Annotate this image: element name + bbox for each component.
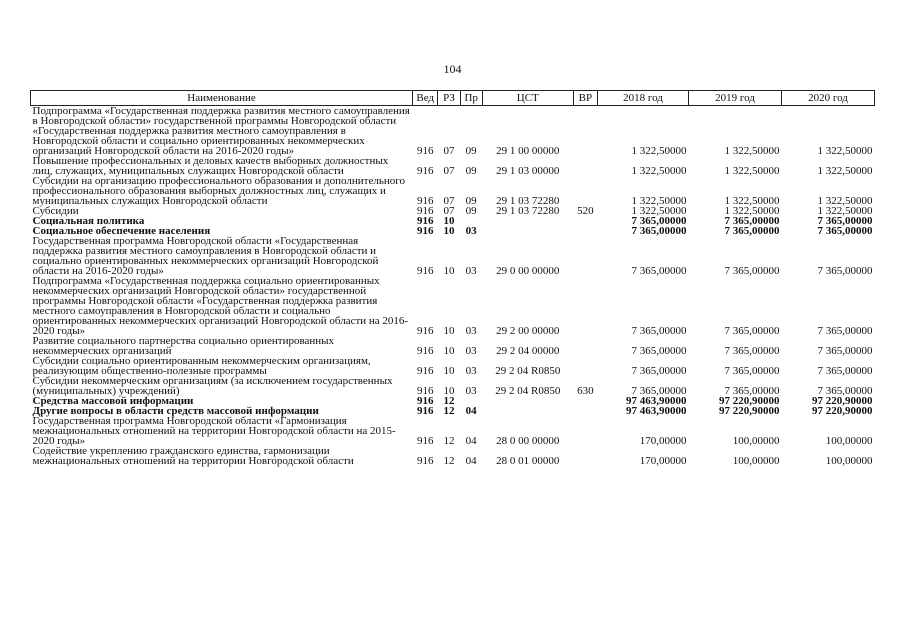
cell-2020: 7 365,00000 <box>817 225 873 237</box>
cell-ved: 916 <box>416 405 434 417</box>
cell-2020: 7 365,00000 <box>817 215 873 227</box>
cell-ved: 916 <box>416 395 434 407</box>
cell-cst: 29 1 03 72280 <box>496 205 560 217</box>
cell-name: Содействие укреплению гражданского единства, гармонизации межнациональных отношений на территории Новгородской области <box>32 445 354 467</box>
table-row <box>31 176 875 206</box>
cell-2019: 7 365,00000 <box>724 385 780 397</box>
cell-2019: 100,00000 <box>732 455 780 467</box>
cell-2018: 7 365,00000 <box>631 215 687 227</box>
cell-2018: 1 322,50000 <box>631 145 687 157</box>
cell-2020: 1 322,50000 <box>817 165 873 177</box>
table-row <box>31 416 875 446</box>
cell-name: Государственная программа Новгородской области «Гармонизация межнациональных отношений на территории Новгородской области на 2015-2020 годы» <box>32 415 396 447</box>
cell-cst: 29 1 03 72280 <box>496 195 560 207</box>
cell-2020: 100,00000 <box>825 435 873 447</box>
page-number: 104 <box>443 62 462 76</box>
cell-2020: 97 220,90000 <box>812 395 873 407</box>
cell-ved: 916 <box>416 165 434 177</box>
cell-ved: 916 <box>416 455 434 467</box>
cell-cst: 29 2 00 00000 <box>496 325 560 337</box>
header-name: Наименование <box>31 91 413 106</box>
cell-2018: 1 322,50000 <box>631 165 687 177</box>
cell-2018: 1 322,50000 <box>631 195 687 207</box>
cell-2019: 97 220,90000 <box>718 395 780 407</box>
cell-2018: 97 463,90000 <box>625 405 687 417</box>
cell-2019: 7 365,00000 <box>724 225 780 237</box>
cell-rz: 10 <box>443 265 455 277</box>
cell-2019: 7 365,00000 <box>724 265 780 277</box>
cell-pr: 09 <box>465 205 477 217</box>
cell-cst <box>482 226 573 236</box>
header-rz: РЗ <box>438 91 460 106</box>
cell-ved: 916 <box>416 325 434 337</box>
header-ved: Вед <box>413 91 438 106</box>
cell-cst <box>482 396 573 406</box>
cell-2019: 100,00000 <box>732 435 780 447</box>
header-vr: ВР <box>573 91 597 106</box>
table-row <box>31 446 875 466</box>
table-row <box>31 376 875 396</box>
cell-2019: 1 322,50000 <box>724 205 780 217</box>
cell-name: Развитие социального партнерства социально ориентированных некоммерческих организаций <box>32 335 335 357</box>
cell-name: Подпрограмма «Государственная поддержка социально ориентированных некоммерческих организаций Новгородской области» государственной программы Новгородской области «Государственная поддержка развития местного самоуправления в Новгородской области и социально ориентированных некоммерческих организаций Новгородской области на 2016-2020 годы» <box>32 275 409 337</box>
cell-name: Социальное обеспечение населения <box>32 225 211 237</box>
cell-2018: 7 365,00000 <box>631 385 687 397</box>
cell-rz: 12 <box>443 405 455 417</box>
cell-ved: 916 <box>416 225 434 237</box>
cell-2019: 97 220,90000 <box>718 405 780 417</box>
cell-ved: 916 <box>416 365 434 377</box>
cell-name: Субсидии некоммерческим организациям (за исключением государственных (муниципальных) учреждений) <box>32 375 393 397</box>
cell-rz: 07 <box>443 165 455 177</box>
cell-vr <box>573 276 597 336</box>
cell-vr <box>573 226 597 236</box>
cell-2018: 7 365,00000 <box>631 325 687 337</box>
cell-cst: 29 2 04 R0850 <box>495 385 561 397</box>
table-header-row <box>31 91 875 106</box>
cell-ved: 916 <box>416 215 434 227</box>
cell-vr: 630 <box>577 385 594 397</box>
cell-pr: 03 <box>465 325 477 337</box>
cell-name: Подпрограмма «Государственная поддержка развития местного самоуправления в Новгородской области» государственной программы Новгородской области «Государственная поддержка развития местного самоуправления в Новгородской области и социально ориентированных некоммерческих организаций Новгородской области на 2016-2020 годы» <box>32 105 410 157</box>
header-pr: Пр <box>460 91 482 106</box>
cell-2018: 7 365,00000 <box>631 345 687 357</box>
cell-rz: 10 <box>443 215 455 227</box>
cell-pr: 03 <box>465 265 477 277</box>
cell-pr: 03 <box>465 365 477 377</box>
cell-name: Средства массовой информации <box>32 395 194 407</box>
cell-name: Другие вопросы в области средств массовой информации <box>32 405 319 417</box>
cell-pr: 09 <box>465 165 477 177</box>
cell-2018: 7 365,00000 <box>631 225 687 237</box>
cell-pr: 03 <box>465 225 477 237</box>
cell-vr <box>573 176 597 206</box>
cell-name: Субсидии социально ориентированным некоммерческим организациям, реализующим общественно-полезные программы <box>32 355 371 377</box>
cell-cst: 29 2 04 R0850 <box>495 365 561 377</box>
cell-2020: 7 365,00000 <box>817 345 873 357</box>
cell-name: Повышение профессиональных и деловых качеств выборных должностных лиц, служащих, муниципальных служащих Новгородской области <box>32 155 389 177</box>
cell-2020: 7 365,00000 <box>817 365 873 377</box>
table-row <box>31 336 875 356</box>
cell-2020: 7 365,00000 <box>817 265 873 277</box>
cell-2019: 7 365,00000 <box>724 345 780 357</box>
cell-name: Социальная политика <box>32 215 145 227</box>
cell-vr <box>573 216 597 226</box>
budget-table <box>30 90 875 466</box>
cell-cst: 28 0 01 00000 <box>496 455 560 467</box>
cell-2019: 7 365,00000 <box>724 365 780 377</box>
table-row <box>31 106 875 157</box>
cell-vr: 520 <box>577 205 594 217</box>
table-row <box>31 236 875 276</box>
cell-vr <box>573 106 597 157</box>
cell-2018: 97 463,90000 <box>625 395 687 407</box>
cell-rz: 10 <box>443 325 455 337</box>
cell-2020: 1 322,50000 <box>817 205 873 217</box>
cell-2019: 1 322,50000 <box>724 195 780 207</box>
cell-2020: 7 365,00000 <box>817 385 873 397</box>
cell-ved: 916 <box>416 435 434 447</box>
cell-vr <box>573 416 597 446</box>
cell-rz: 07 <box>443 205 455 217</box>
cell-2018: 7 365,00000 <box>631 265 687 277</box>
cell-cst: 29 1 00 00000 <box>496 145 560 157</box>
cell-cst: 29 2 04 00000 <box>496 345 560 357</box>
cell-cst: 29 1 03 00000 <box>496 165 560 177</box>
cell-rz: 10 <box>443 225 455 237</box>
cell-rz: 12 <box>443 435 455 447</box>
cell-pr: 03 <box>465 345 477 357</box>
cell-vr <box>573 156 597 176</box>
cell-cst: 29 0 00 00000 <box>496 265 560 277</box>
cell-name: Государственная программа Новгородской области «Государственная поддержка развития местного самоуправления в Новгородской области и социально ориентированных некоммерческих организаций Новгородской области на 2016-2020 годы» <box>32 235 379 277</box>
cell-vr <box>573 336 597 356</box>
cell-name: Субсидии <box>32 205 79 217</box>
cell-2020: 1 322,50000 <box>817 145 873 157</box>
cell-pr: 04 <box>465 455 477 467</box>
cell-pr: 03 <box>465 385 477 397</box>
cell-vr <box>573 406 597 416</box>
cell-vr <box>573 396 597 406</box>
cell-2019: 1 322,50000 <box>724 165 780 177</box>
cell-2020: 100,00000 <box>825 455 873 467</box>
cell-ved: 916 <box>416 265 434 277</box>
cell-rz: 07 <box>443 195 455 207</box>
cell-ved: 916 <box>416 145 434 157</box>
cell-name: Субсидии на организацию профессионального образования и дополнительного профессионального образования выборных должностных лиц, служащих и муниципальных служащих Новгородской области <box>32 175 405 207</box>
table-row <box>31 156 875 176</box>
cell-ved: 916 <box>416 345 434 357</box>
cell-vr <box>573 356 597 376</box>
cell-rz: 10 <box>443 385 455 397</box>
table-row <box>31 276 875 336</box>
cell-2020: 97 220,90000 <box>812 405 873 417</box>
cell-2018: 1 322,50000 <box>631 205 687 217</box>
cell-vr <box>573 236 597 276</box>
cell-ved: 916 <box>416 195 434 207</box>
cell-rz: 12 <box>443 395 455 407</box>
cell-rz: 10 <box>443 345 455 357</box>
cell-2019: 7 365,00000 <box>724 325 780 337</box>
cell-ved: 916 <box>416 205 434 217</box>
header-2018: 2018 год <box>598 91 689 106</box>
cell-cst <box>482 216 573 226</box>
header-cst: ЦСТ <box>482 91 573 106</box>
cell-vr <box>573 446 597 466</box>
cell-rz: 12 <box>443 455 455 467</box>
cell-ved: 916 <box>416 385 434 397</box>
cell-rz: 10 <box>443 365 455 377</box>
cell-2019: 7 365,00000 <box>724 215 780 227</box>
cell-2018: 170,00000 <box>639 435 687 447</box>
cell-cst <box>482 406 573 416</box>
cell-pr: 04 <box>465 435 477 447</box>
header-2020: 2020 год <box>781 91 874 106</box>
table-row <box>31 356 875 376</box>
cell-pr: 09 <box>465 145 477 157</box>
cell-pr: 09 <box>465 195 477 207</box>
cell-rz: 07 <box>443 145 455 157</box>
cell-2020: 1 322,50000 <box>817 195 873 207</box>
cell-cst: 28 0 00 00000 <box>496 435 560 447</box>
header-2019: 2019 год <box>688 91 781 106</box>
cell-pr: 04 <box>465 405 477 417</box>
cell-2019: 1 322,50000 <box>724 145 780 157</box>
cell-2018: 7 365,00000 <box>631 365 687 377</box>
cell-2020: 7 365,00000 <box>817 325 873 337</box>
cell-2018: 170,00000 <box>639 455 687 467</box>
